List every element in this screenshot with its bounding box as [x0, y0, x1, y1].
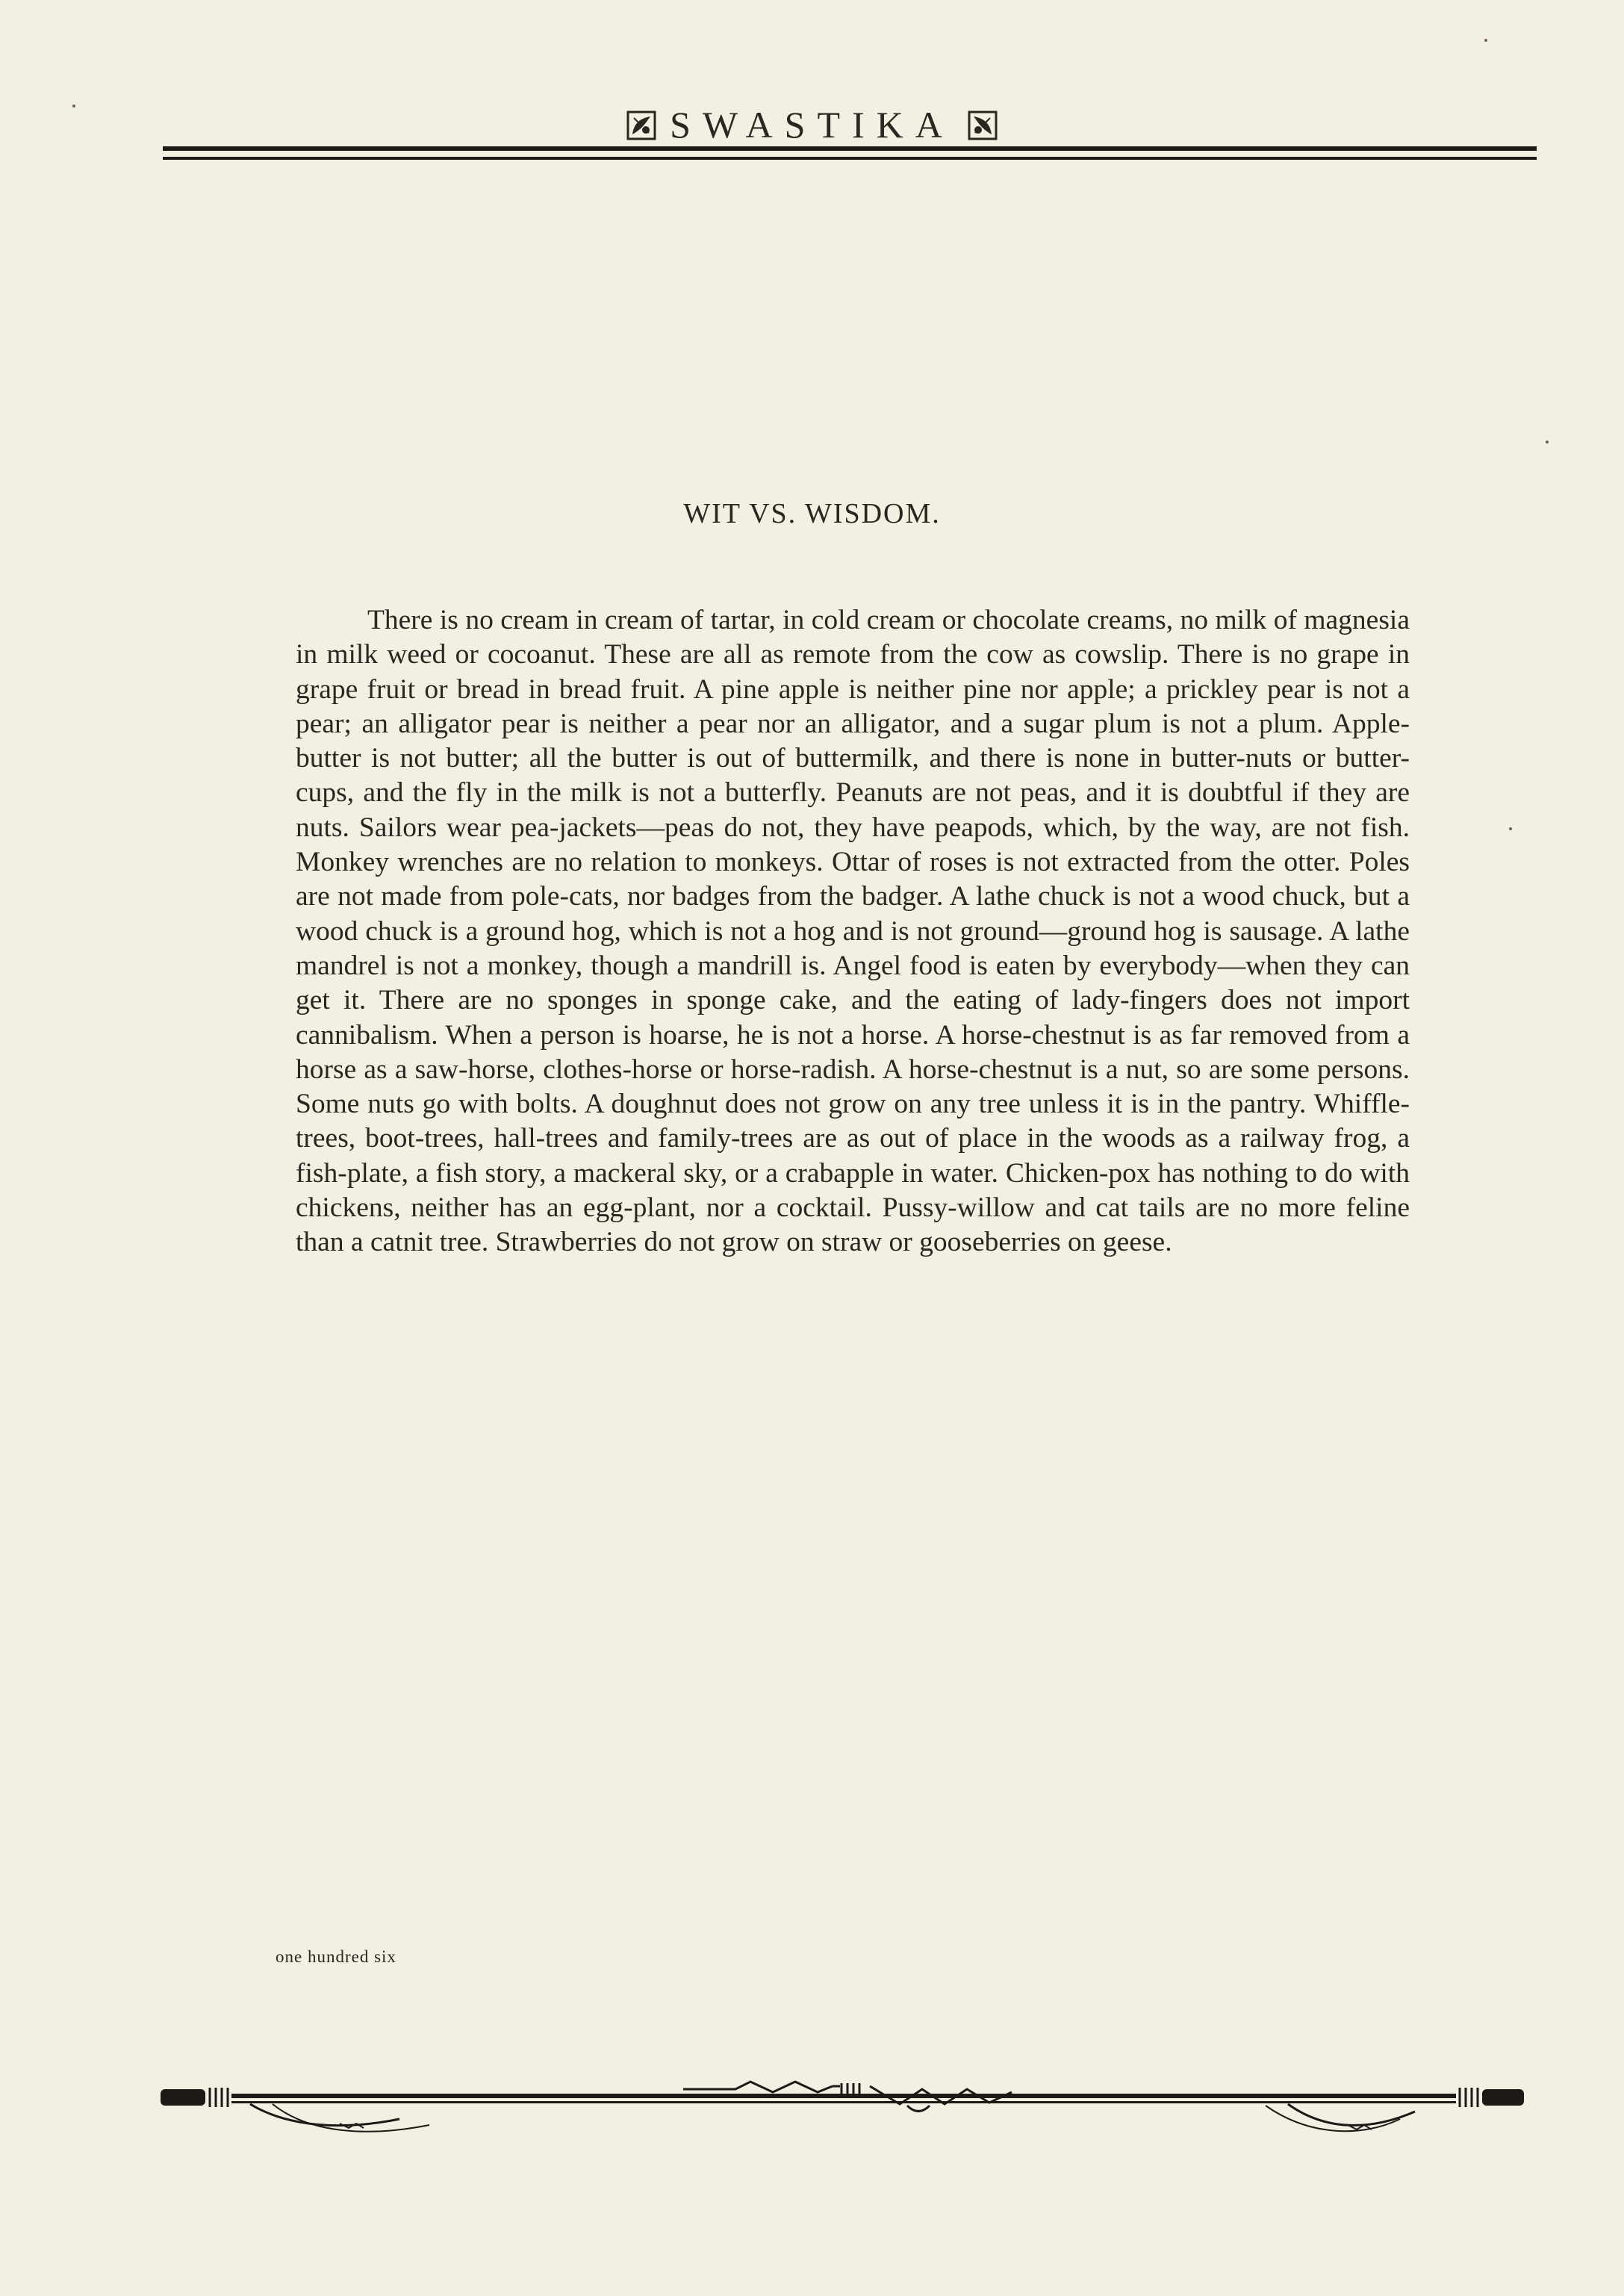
page-number: one hundred six — [276, 1947, 396, 1966]
header-rule-bottom — [163, 157, 1537, 160]
header-rule-top — [163, 146, 1537, 151]
paper-speck — [1546, 441, 1549, 444]
running-header — [0, 103, 1624, 146]
floral-ornament-icon — [968, 111, 998, 140]
article-title: WIT VS. WISDOM. — [683, 498, 941, 529]
header-title: SWASTIKA — [670, 104, 954, 146]
article-body: There is no cream in cream of tartar, in cold cream or chocolate creams, no milk of magnesia in milk weed or cocoanut. These are all as remote from the cow as cowslip. There is no grape in grape fruit or bread in bread fruit. A pine apple is neither pine nor apple; a prickley pear is not a pear; an alligator pear is neither a pear nor an alligator, and a sugar plum is not a plum. Apple-butter is not butter; all the butter is out of buttermilk, and there is none in butter-nuts or butter-cups, and the fly in the milk is not a butterfly. Peanuts are not peas, and it is doubtful if they are nuts. Sailors wear pea-jackets—peas do not, they have peapods, which, by the way, are not fish. Monkey wrenches are no relation to monkeys. Ottar of roses is not extracted from the otter. Poles are not made from pole-cats, nor badges from the badger. A lathe chuck is not a wood chuck, but a wood chuck is a ground hog, which is not a hog and is not ground—ground hog is sausage. A lathe mandrel is not a monkey, though a mandrill is. Angel food is eaten by everybody—when they can get it. There are no sponges in sponge cake, and the eating of lady-fingers does not import cannibalism. When a person is hoarse, he is not a horse. A horse-chestnut is as far removed from a horse as a saw-horse, clothes-horse or horse-radish. A horse-chestnut is a nut, so are some persons. Some nuts go with bolts. A doughnut does not grow on any tree unless it is in the pantry. Whiffle-trees, boot-trees, hall-trees and family-trees are as out of place in the woods as a railway frog, a fish-plate, a fish story, a mackeral sky, or a crabapple in water. Chicken-pox has nothing to do with chickens, neither has an egg-plant, nor a cocktail. Pussy-willow and cat tails are no more feline than a catnit tree. Strawberries do not grow on straw or gooseberries on geese. — [296, 605, 1410, 1258]
floral-ornament-icon — [626, 111, 656, 140]
decorative-rod-ornament-icon — [161, 2059, 1527, 2141]
paper-speck — [1484, 39, 1487, 42]
paper-speck — [1509, 827, 1512, 830]
